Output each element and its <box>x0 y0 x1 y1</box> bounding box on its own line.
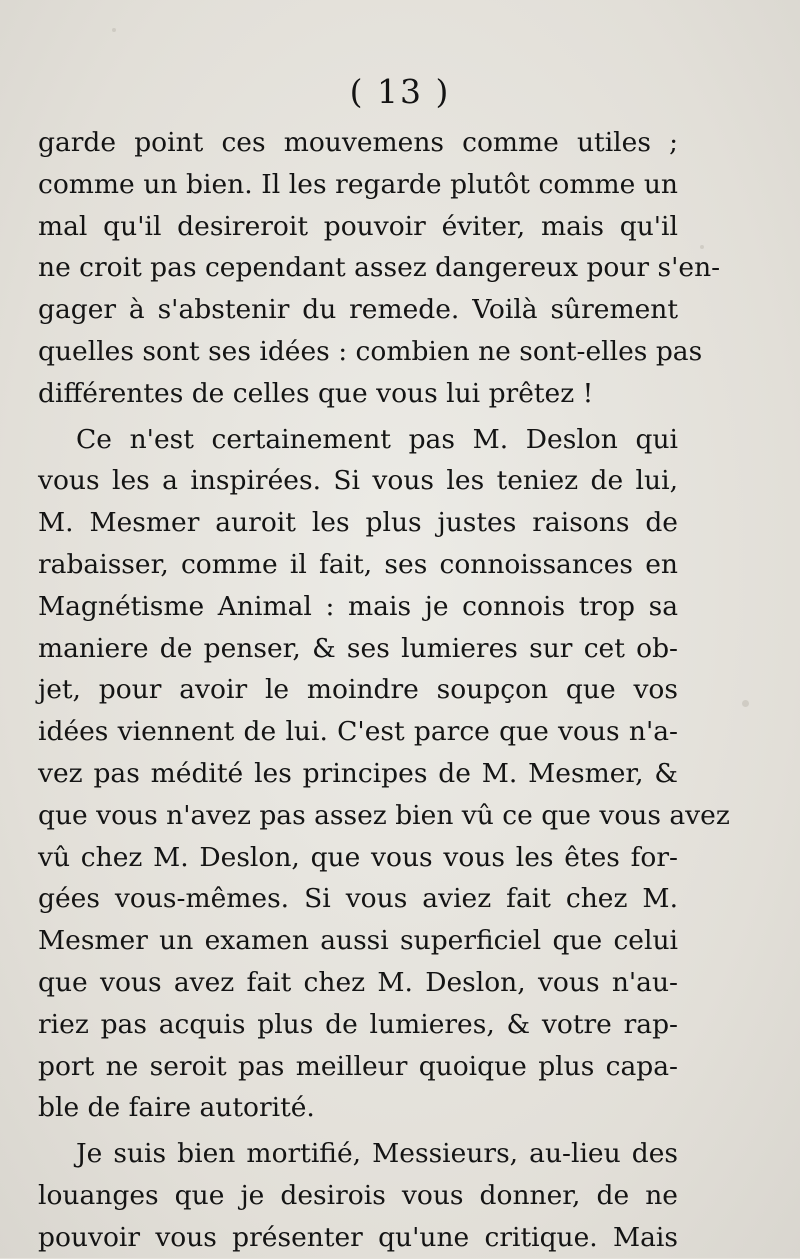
text-line: jet, pour avoir le moindre soupçon que vos <box>38 674 678 706</box>
text-line: garde point ces mouvemens comme utiles ; <box>38 127 678 158</box>
page-number: ( 13 ) <box>349 72 451 111</box>
text-line: rabaisser, comme il fait, ses connoissances en <box>38 548 678 580</box>
text-line: ne croit pas cependant assez dangereux pour s'en- <box>38 252 721 284</box>
text-line: Ce n'est certainement pas M. Deslon qui <box>76 423 678 455</box>
text-line: quelles sont ses idées : combien ne sont-elles pas <box>38 335 703 367</box>
text-line: Je suis bien mortifié, Messieurs, au-lieu des <box>76 1138 678 1170</box>
text-line: gager à s'abstenir du remede. Voilà sûrement <box>38 294 678 326</box>
text-line: idées viennent de lui. C'est parce que vous n'a- <box>38 716 678 748</box>
text-line: louanges que je desirois vous donner, de ne <box>38 1179 678 1211</box>
text-line: riez pas acquis plus de lumieres, & votre rap- <box>38 1008 678 1040</box>
text-line: vez pas médité les principes de M. Mesmer, & <box>38 757 678 789</box>
text-line: comme un bien. Il les regarde plutôt comme un <box>38 168 678 200</box>
text-line: ble de faire autorité. <box>38 1092 315 1124</box>
text-line: mal qu'il desireroit pouvoir éviter, mais qu'il <box>38 210 678 242</box>
text-line: vû chez M. Deslon, que vous vous les êtes for- <box>38 841 678 873</box>
text-line: pouvoir vous présenter qu'une critique. Mais <box>38 1221 678 1253</box>
text-line: vous les a inspirées. Si vous les teniez de lui, <box>38 465 678 497</box>
text-line: maniere de penser, & ses lumieres sur cet ob- <box>38 632 678 664</box>
text-line: M. Mesmer auroit les plus justes raisons de <box>38 507 678 539</box>
text-line: port ne seroit pas meilleur quoique plus capa- <box>38 1050 678 1082</box>
text-line: Mesmer un examen aussi superficiel que celui <box>38 925 678 957</box>
text-line: que vous n'avez pas assez bien vû ce que vous avez <box>38 799 730 831</box>
text-line: que vous avez fait chez M. Deslon, vous n'au- <box>38 966 678 998</box>
paper-speck <box>112 28 116 32</box>
text-line: gées vous-mêmes. Si vous aviez fait chez M. <box>38 883 678 915</box>
body-text <box>38 122 730 1259</box>
text-line: Magnétisme Animal : mais je connois trop sa <box>38 590 678 622</box>
text-line: différentes de celles que vous lui prêtez ! <box>38 377 594 409</box>
paper-speck <box>742 700 749 707</box>
paper-speck <box>700 245 704 249</box>
